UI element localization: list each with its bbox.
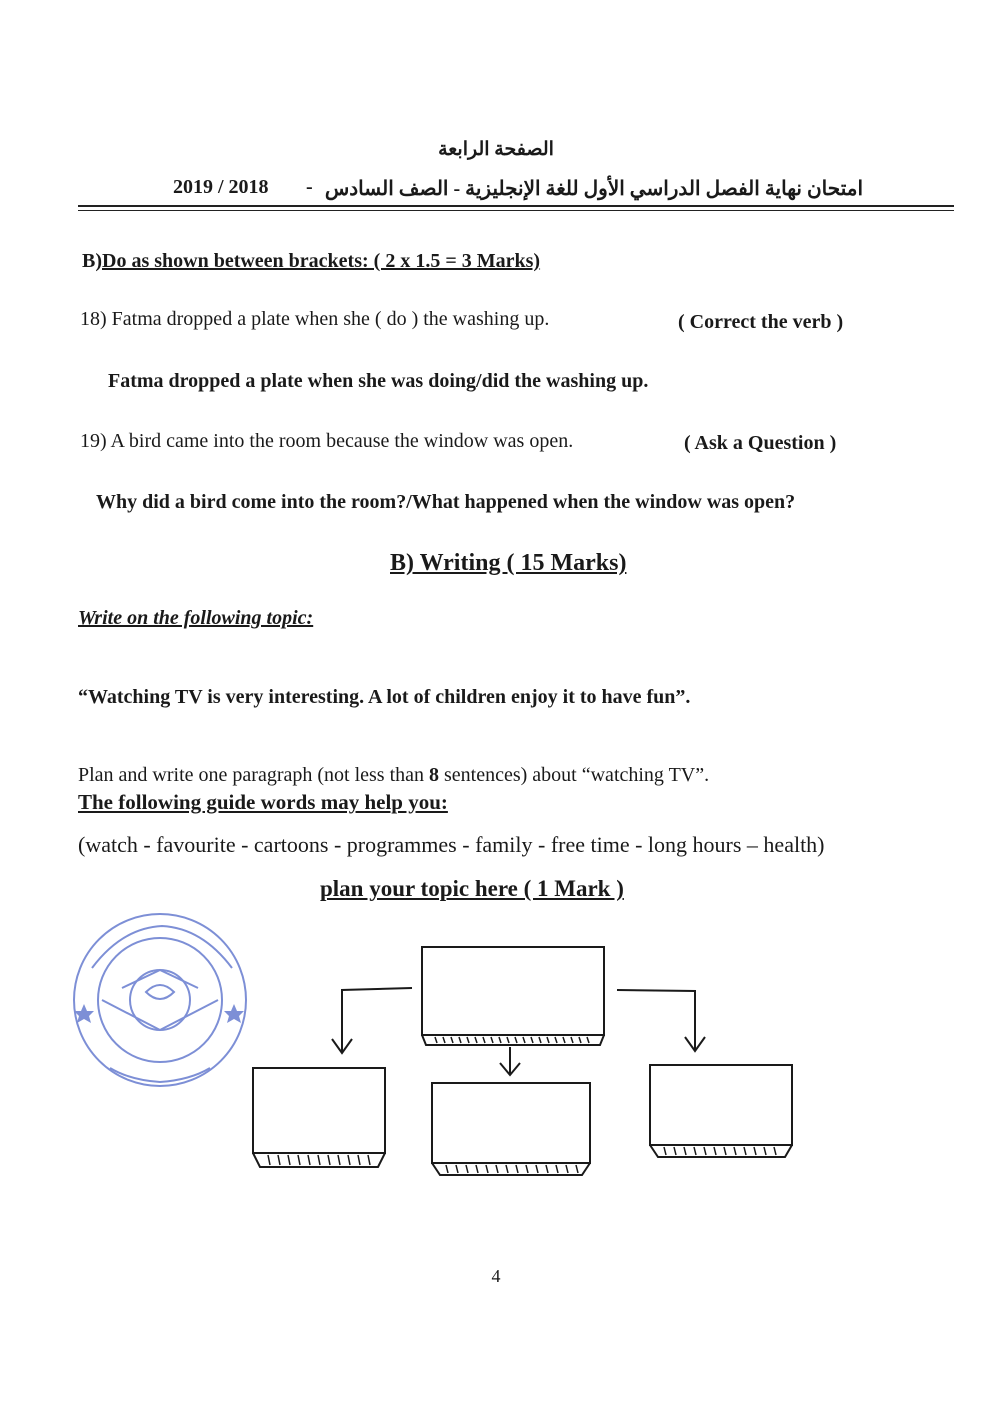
plan-instruction-pre: Plan and write one paragraph (not less than [78, 764, 430, 786]
exam-header [78, 172, 953, 202]
question-18: 18) Fatma dropped a plate when she ( do ) the washing up. [80, 308, 550, 330]
exam-year: 2019 / 2018 [173, 176, 269, 198]
question-18-answer: Fatma dropped a plate when she was doing/did the washing up. [108, 370, 649, 392]
page-number: 4 [491, 1266, 501, 1286]
plan-box-middle[interactable] [432, 1083, 590, 1163]
header-divider [78, 205, 954, 207]
guide-words-label: The following guide words may help you: [78, 790, 448, 814]
topic-quote: “Watching TV is very interesting. A lot of children enjoy it to have fun”. [78, 686, 691, 708]
question-19: 19) A bird came into the room because the window was open. [80, 430, 574, 452]
plan-box-right[interactable] [650, 1065, 792, 1145]
question-19-answer: Why did a bird come into the room?/What happened when the window was open? [96, 491, 796, 513]
question-18-instruction: ( Correct the verb ) [678, 311, 844, 333]
section-b-label: Do as shown between brackets: ( 2 x 1.5 = 3 Marks) [102, 250, 541, 272]
topic-label: Write on the following topic: [78, 607, 314, 629]
planning-diagram [240, 935, 810, 1180]
question-19-instruction: ( Ask a Question ) [684, 432, 837, 454]
section-b-heading [82, 250, 540, 273]
section-b-prefix: B) [82, 250, 102, 272]
header-divider-thin [78, 210, 954, 211]
exam-title-arabic: امتحان نهاية الفصل الدراسي الأول للغة الإنجليزية - الصف السادس [324, 178, 863, 200]
writing-section-title: B) Writing ( 15 Marks) [390, 550, 627, 576]
plan-title: plan your topic here ( 1 Mark ) [320, 876, 624, 901]
guide-words: (watch - favourite - cartoons - programmes - family - free time - long hours – health) [78, 832, 825, 857]
header-dash: - [306, 176, 313, 198]
plan-box-left[interactable] [253, 1068, 385, 1153]
official-stamp-icon [62, 908, 262, 1108]
plan-instruction-post: sentences) about “watching TV”. [439, 764, 710, 786]
sentence-count: 8 [429, 764, 440, 786]
plan-instruction [78, 764, 709, 787]
page-heading-arabic: الصفحة الرابعة [438, 139, 554, 160]
plan-box-top[interactable] [422, 947, 604, 1035]
